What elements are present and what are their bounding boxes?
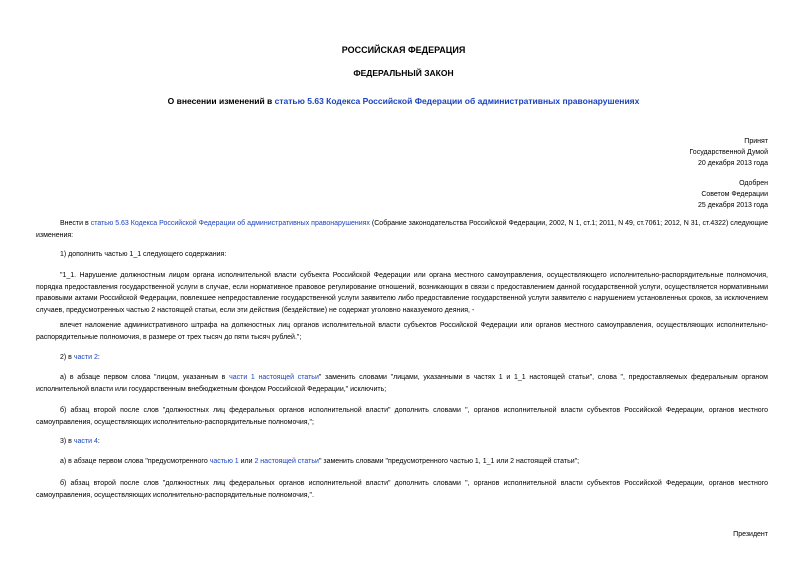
item-3a-mid: или bbox=[238, 458, 255, 465]
item-2a-link[interactable]: части 1 настоящей статьи bbox=[229, 374, 319, 381]
item-3b: б) абзац второй после слов "должностных лиц федеральных органов исполнительной власти" дополнить словами ", органов исполнительной власти субъектов Российской Федерации, органов местного самоуправления, осуществляющих исполнительно-распорядительные полномочия,". bbox=[36, 480, 768, 499]
country-heading: РОССИЙСКАЯ ФЕДЕРАЦИЯ bbox=[341, 45, 466, 55]
item-1-penalty: влечет наложение административного штрафа на должностных лиц органов исполнительной власти субъектов Российской Федерации или органов местного самоуправления, осуществляющих исполнительно-распорядительные полномочия, в размере от трех тысяч до пяти тысяч рублей."; bbox=[36, 322, 768, 341]
intro-prefix: Внести в bbox=[60, 220, 91, 227]
item-3a-link-1[interactable]: частью 1 bbox=[209, 458, 239, 465]
item-2a-suffix: " заменить словами "лицами, указанными в частях 1 и 1_1 настоящей статьи", слова ", предоставляемых федеральным органом исполнительной власти или государственным внебюджетным фондом Российской Федерации," исключить; bbox=[36, 374, 768, 393]
law-title bbox=[0, 95, 807, 107]
law-type-heading: ФЕДЕРАЛЬНЫЙ ЗАКОН bbox=[353, 68, 454, 78]
item-3a-prefix: а) в абзаце первом слова "предусмотренного bbox=[60, 458, 210, 465]
item-3 bbox=[36, 436, 768, 448]
item-2a bbox=[36, 372, 768, 395]
item-3-prefix: 3) в bbox=[60, 438, 74, 445]
approved-label: Одобрен bbox=[739, 180, 768, 187]
item-2-prefix: 2) в bbox=[60, 354, 74, 361]
signature-label: Президент bbox=[733, 531, 768, 538]
item-2-link[interactable]: части 2 bbox=[73, 354, 98, 361]
item-3a-link-2[interactable]: 2 настоящей статьи bbox=[254, 458, 319, 465]
accepted-by: Государственной Думой bbox=[689, 149, 768, 156]
approved-by: Советом Федерации bbox=[701, 191, 768, 198]
item-3-link[interactable]: части 4 bbox=[73, 438, 98, 445]
item-1-quote: "1_1. Нарушение должностным лицом органа исполнительной власти субъекта Российской Федерации или органа местного самоуправления, осуществляющего исполнительно-распорядительные полномочия, порядка предоставления государственной услуги в случае, если нормативное правовое регулирование отношений, возникающих в связи с предоставлением данной государственной услуги, осуществляется нормативными правовыми актами Российской Федерации, повлекшее непредоставление государственной услуги заявителю либо предоставление государственной услуги заявителю с нарушением установленных сроков, за исключением случаев, предусмотренных частью 2 настоящей статьи, если эти действия (бездействие) не содержат уголовно наказуемого деяния, - bbox=[36, 272, 768, 314]
intro-paragraph bbox=[36, 218, 768, 241]
approved-date: 25 декабря 2013 года bbox=[697, 202, 768, 209]
item-1: 1) дополнить частью 1_1 следующего содержания: bbox=[60, 251, 227, 258]
law-title-prefix: О внесении изменений в bbox=[167, 96, 275, 106]
item-3a-suffix: " заменить словами "предусмотренного частью 1, 1_1 или 2 настоящей статьи"; bbox=[318, 458, 580, 465]
item-2b: б) абзац второй после слов "должностных лиц федеральных органов исполнительной власти" дополнить словами ", органов исполнительной власти субъектов Российской Федерации, органов местного самоуправления, осуществляющих исполнительно-распорядительные полномочия,"; bbox=[36, 407, 768, 426]
item-2a-prefix: а) в абзаце первом слова "лицом, указанным в bbox=[60, 374, 230, 381]
accepted-date: 20 декабря 2013 года bbox=[697, 160, 768, 167]
item-2 bbox=[36, 352, 768, 364]
accepted-label: Принят bbox=[744, 138, 768, 145]
intro-suffix: (Собрание законодательства Российской Федерации, 2002, N 1, ст.1; 2011, N 49, ст.7061; 2012, N 31, ст.4322) следующие изменения: bbox=[36, 220, 768, 239]
item-2-suffix: : bbox=[97, 354, 100, 361]
intro-link[interactable]: статью 5.63 Кодекса Российской Федерации об административных правонарушениях bbox=[90, 220, 370, 227]
item-3-suffix: : bbox=[97, 438, 100, 445]
law-title-link[interactable]: статью 5.63 Кодекса Российской Федерации об административных правонарушениях bbox=[274, 96, 640, 106]
item-3a bbox=[36, 456, 768, 468]
